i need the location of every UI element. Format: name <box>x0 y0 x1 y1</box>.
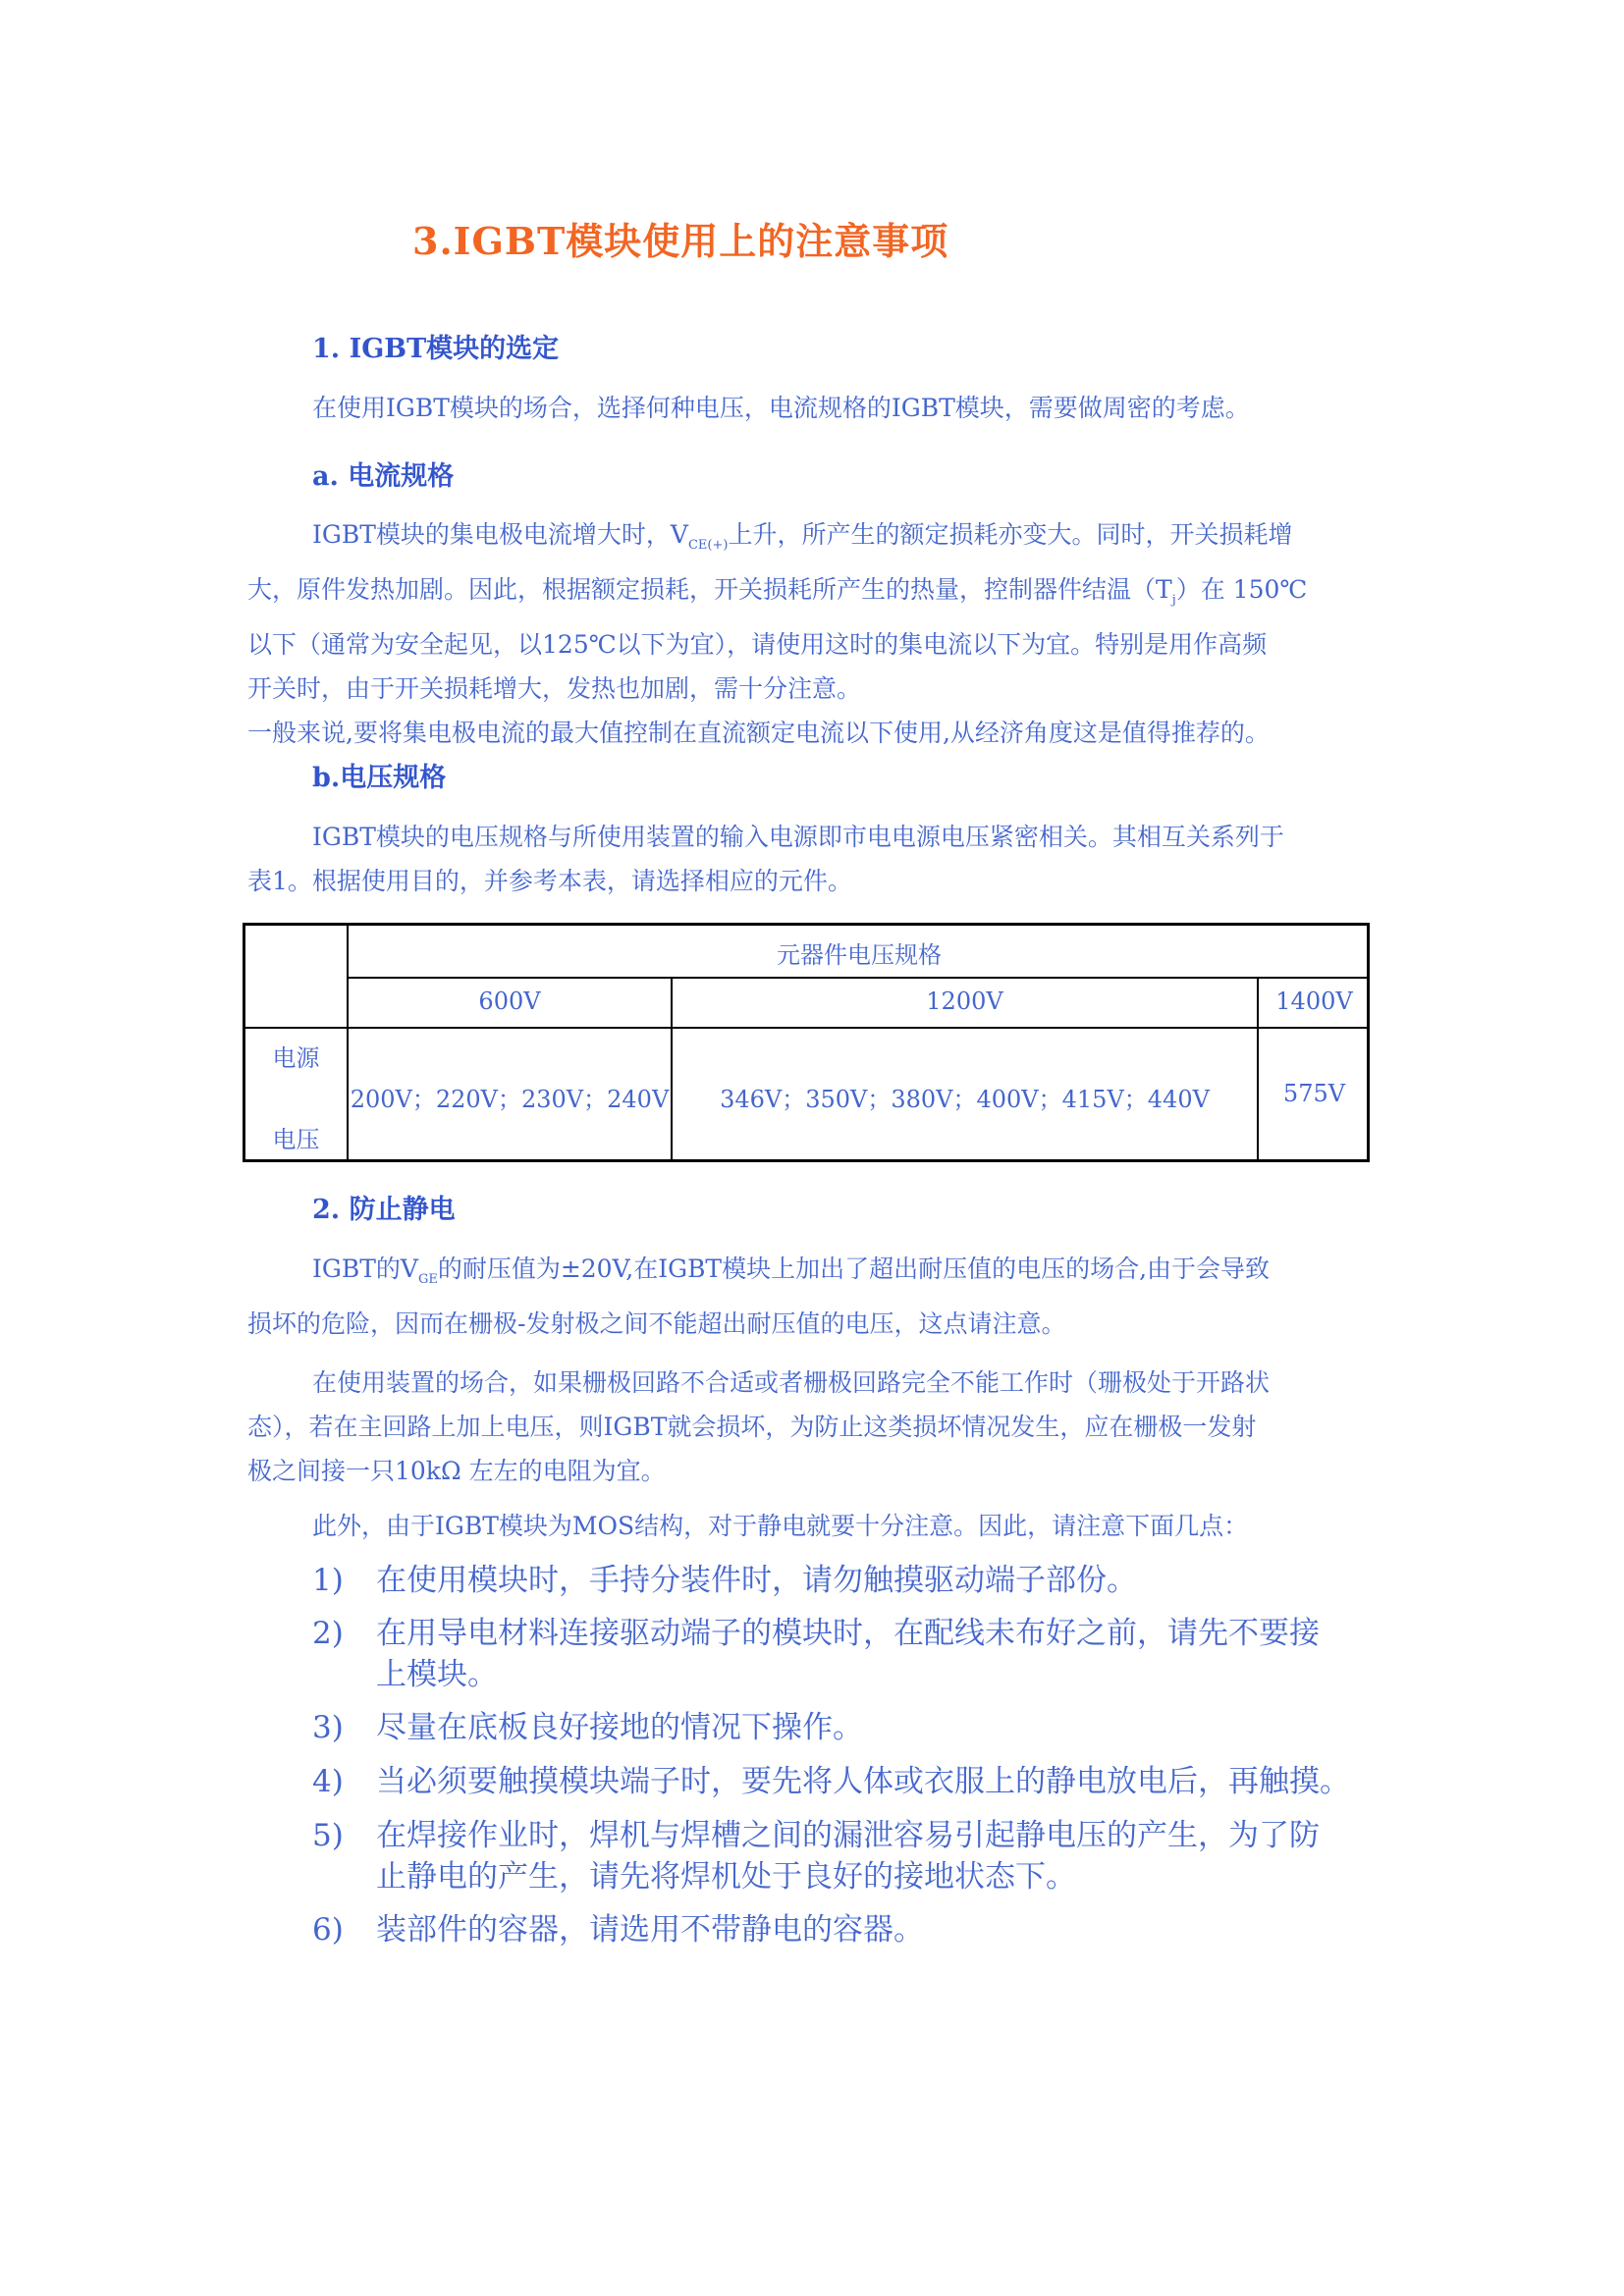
para-line: 表1。根据使用目的，并参考本表，请选择相应的元件。 <box>247 867 852 895</box>
table-cell: 346V；350V；380V；400V；415V；440V <box>720 1086 1210 1113</box>
section1-heading: 1. IGBT模块的选定 <box>312 334 560 364</box>
table-cell: 575V <box>1282 1080 1346 1107</box>
section2-paragraph-2 <box>247 1361 1386 1493</box>
para-line: IGBT的$V_{GE}$的耐压值为±20V,在IGBT模块上加出了超出耐压值的电压的场合,由于会导致 <box>312 1255 1271 1287</box>
section1b-heading: b.电压规格 <box>312 763 447 793</box>
table-row-label: 电源 <box>272 1044 320 1072</box>
para-line: 开关时，由于开关损耗增大，发热也加剧，需十分注意。 <box>247 674 862 703</box>
para-line: 在使用装置的场合，如果栅极回路不合适或者栅极回路完全不能工作时（珊极处于开路状 <box>312 1368 1271 1397</box>
page-title: 3.IGBT模块使用上的注意事项 <box>412 219 949 263</box>
section1a-paragraph <box>247 512 1386 755</box>
para-line: IGBT模块的电压规格与所使用装置的输入电源即市电电源电压紧密相关。其相互关系列于 <box>312 823 1284 851</box>
section2-paragraph-1 <box>247 1247 1386 1346</box>
para-line: IGBT模块的集电极电流增大时，$V_{CE(+)}$上升，所产生的额定损耗亦变大。同时，开关损耗增 <box>312 520 1293 553</box>
para-line: 大，原件发热加剧。因此，根据额定损耗，开关损耗所产生的热量，控制器件结温$(T_j)$在 150℃ <box>247 575 1308 608</box>
para-line: 极之间接一只10kΩ 左左的电阻为宜。 <box>247 1457 666 1485</box>
table-col-header: 1200V <box>926 988 1003 1015</box>
section2-heading: 2. 防止静电 <box>312 1195 456 1225</box>
table-col-header: 1400V <box>1275 988 1353 1015</box>
table-col-header: 600V <box>478 988 541 1015</box>
table-header: 元器件电压规格 <box>777 941 942 969</box>
section2-paragraph-3: 此外，由于IGBT模块为MOS结构，对于静电就要十分注意。因此，请注意下面几点： <box>312 1512 1249 1540</box>
para-line: 损坏的危险，因而在栅极-发射极之间不能超出耐压值的电压，这点请注意。 <box>247 1309 1066 1338</box>
para-line: 一般来说,要将集电极电流的最大值控制在直流额定电流以下使用,从经济角度这是值得推荐的。 <box>247 719 1270 747</box>
para-line: 以下（通常为安全起见，以125℃以下为宜），请使用这时的集电流以下为宜。特别是用作高频 <box>247 630 1268 659</box>
table-divider <box>347 977 1370 979</box>
table-row-label: 电压 <box>272 1126 320 1153</box>
table-cell: 200V；220V；230V；240V <box>350 1086 670 1113</box>
voltage-spec-table <box>243 923 1370 1162</box>
document-page: 3.IGBT模块使用上的注意事项 1. IGBT模块的选定 在使用IGBT模块的场合，选择何种电压，电流规格的IGBT模块，需要做周密的考虑。 a. 电流规格 IGBT模块的集电极电流增大时，$V_{CE(+)}$上升，所产生的额定损耗亦变大。同时，开关损耗增 大，原件发热加剧。因此，根据额定损耗，开关损耗所产生的热量，控制器件结温$(T_j)$在 150℃ 以下（通常为安全起见，以125℃以下为宜），请使用这时的集电流以下为宜。特别是用作高频 开关时，由于开关损耗增大，发热也加剧，需十分注意。 一般来说,要将集电极电流的最大值控制在直流额定电流以下使用,从经济角度这是值得推荐的。 b.电压规格 IGBT模块的电压规格与所使用装置的输入电源即市电电源电压紧密相关。其相互关系列于 表1。根据使用目的，并参考本表，请选择相应的元件。 元器件电压规格 600V 1200V 1400V 电源 电压 200V；220V；230V；240V 346V；350V；380V；400V；415V；440V 575V 2. 防止静电 IGBT的$V_{GE}$的耐压值为±20V,在IGBT模块上加出了超出耐压值的电压的场合,由于会导致 损坏的危险，因而在栅极-发射极之间不能超出耐压值的电压，这点请注意。 在使用装置的场合，如果栅极回路不合适或者栅极回路完全不能工作时（珊极处于开路状 态），若在主回路上加上电压，则IGBT就会损坏，为防止这类损坏情况发生，应在栅极一发射 极之间接一只10kΩ 左左的电阻为宜。 此外，由于IGBT模块为MOS结构，对于静电就要十分注意。因此，请注意下面几点： 1) 在使用模块时，手持分装件时，请勿触摸驱动端子部份。 2) 在用导电材料连接驱动端子的模块时，在配线未布好之前，请先不要接 上模块。 3) 尽量在底板良好接地的情况下操作。 4) 当必须要触摸模块端子时，要先将人体或衣服上的静电放电后，再触摸。 5) 在焊接作业时，焊机与焊槽之间的漏泄容易引起静电压的产生，为了防 止静电的产生，请先将焊机处于良好的接地状态下。 6) 装部件的容器，请选用不带静电的容器。 <box>0 0 1624 2296</box>
section1-intro: 在使用IGBT模块的场合，选择何种电压，电流规格的IGBT模块，需要做周密的考虑。 <box>312 394 1250 422</box>
section1b-paragraph <box>247 815 1386 903</box>
para-line: 态），若在主回路上加上电压，则IGBT就会损坏，为防止这类损坏情况发生，应在栅极一发射 <box>247 1413 1257 1441</box>
table-divider <box>245 1027 1370 1029</box>
section1a-heading: a. 电流规格 <box>312 461 455 492</box>
